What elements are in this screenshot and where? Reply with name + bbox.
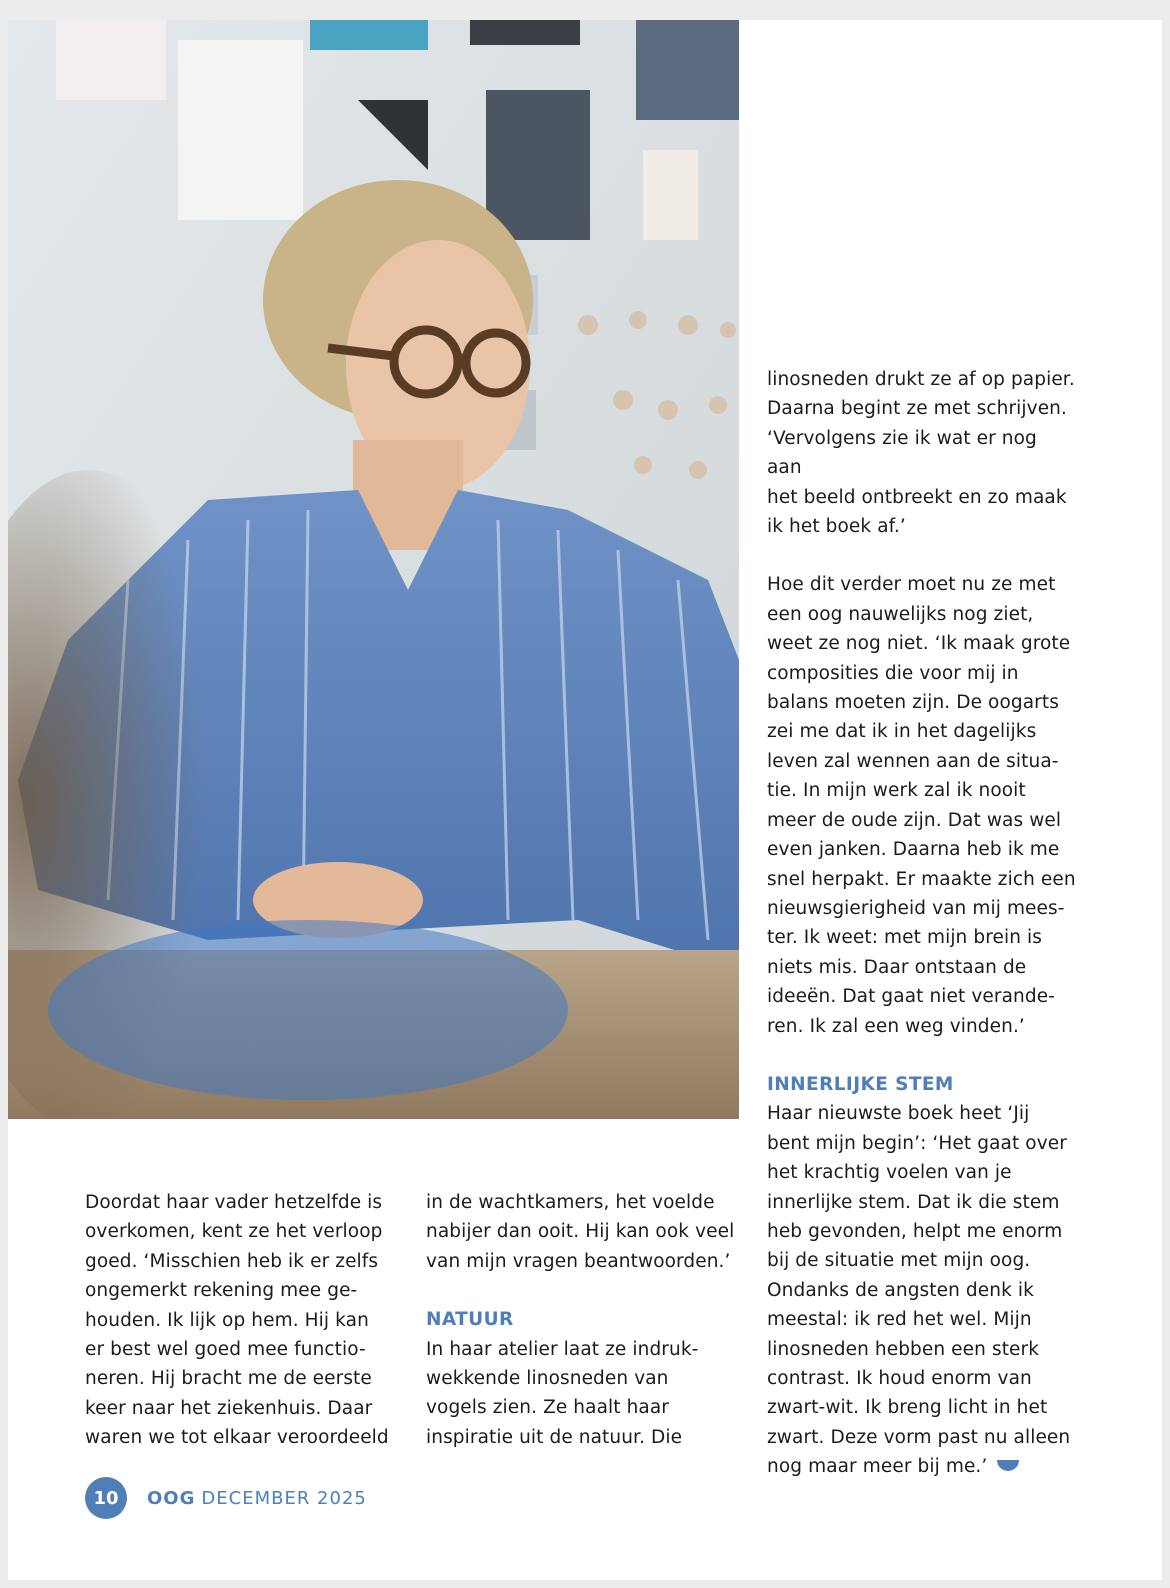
body-line: even janken. Daarna heb ik me: [767, 839, 1060, 861]
body-line: ren. Ik zal een weg vinden.’: [767, 1015, 1025, 1037]
body-line: composities die voor mij in: [767, 662, 1019, 684]
body-line: Daarna begint ze met schrijven.: [767, 398, 1067, 420]
body-line: zwart. Deze vorm past nu alleen: [767, 1426, 1071, 1448]
body-line: ik het boek af.’: [767, 516, 906, 538]
body-line-last: [767, 1452, 1077, 1481]
page-number-badge: 10: [85, 1477, 127, 1519]
body-line: linosneden hebben een sterk: [767, 1338, 1040, 1360]
body-line: keer naar het ziekenhuis. Daar: [85, 1397, 373, 1419]
body-line: Haar nieuwste boek heet ‘Jij: [767, 1103, 1030, 1125]
body-line: Ondanks de angsten denk ik: [767, 1279, 1034, 1301]
body-line: zei me dat ik in het dagelijks: [767, 721, 1037, 743]
section-heading-natuur: NATUUR: [426, 1309, 514, 1331]
body-line: het krachtig voelen van je: [767, 1162, 1012, 1184]
body-line: ideeën. Dat gaat niet verande-: [767, 986, 1055, 1008]
body-line: nabijer dan ooit. Hij kan ook veel: [426, 1221, 735, 1243]
body-line: het beeld ontbreekt en zo maak: [767, 486, 1067, 508]
portrait-photo: [8, 20, 739, 1119]
body-line: vogels zien. Ze haalt haar: [426, 1397, 669, 1419]
body-line: leven zal wennen aan de situa-: [767, 750, 1059, 772]
body-line: bent mijn begin’: ‘Het gaat over: [767, 1132, 1067, 1154]
body-line: in de wachtkamers, het voelde: [426, 1192, 715, 1213]
body-line: zwart-wit. Ik breng licht in het: [767, 1397, 1048, 1419]
magazine-page: [8, 20, 1162, 1580]
body-line: er best wel goed mee functio-: [85, 1339, 366, 1361]
body-line: weet ze nog niet. ‘Ik maak grote: [767, 633, 1071, 655]
body-line: tie. In mijn werk zal ik nooit: [767, 780, 1026, 802]
magazine-name: OOG: [147, 1487, 196, 1509]
section-heading-innerlijke-stem: INNERLIJKE STEM: [767, 1073, 954, 1095]
body-line: goed. ‘Misschien heb ik er zelfs: [85, 1250, 379, 1272]
body-line: snel herpakt. Er maakte zich een: [767, 868, 1076, 890]
body-line: waren we tot elkaar veroordeeld: [85, 1427, 389, 1449]
body-line: In haar atelier laat ze indruk-: [426, 1338, 699, 1360]
body-line: nieuwsgierigheid van mij mees-: [767, 897, 1065, 919]
body-line: overkomen, kent ze het verloop: [85, 1221, 383, 1243]
body-line-text: nog maar meer bij me.’: [767, 1456, 988, 1478]
body-line: Hoe dit verder moet nu ze met: [767, 574, 1056, 596]
body-line: wekkende linosneden van: [426, 1368, 669, 1390]
body-line: heb gevonden, helpt me enorm: [767, 1220, 1063, 1242]
body-line: bij de situatie met mijn oog.: [767, 1250, 1031, 1272]
body-line: linosneden drukt ze af op papier.: [767, 369, 1075, 390]
text-column-1: [85, 1188, 395, 1453]
body-line: ‘Vervolgens zie ik wat er nog aan: [767, 427, 1037, 479]
body-line: neren. Hij bracht me de eerste: [85, 1368, 372, 1390]
page-footer: [85, 1476, 367, 1520]
body-line: meer de oude zijn. Dat was wel: [767, 809, 1062, 831]
body-line: balans moeten zijn. De oogarts: [767, 692, 1059, 714]
body-line: innerlijke stem. Dat ik die stem: [767, 1191, 1060, 1213]
body-line: ter. Ik weet: met mijn brein is: [767, 927, 1043, 949]
body-line: houden. Ik lijk op hem. Hij kan: [85, 1309, 369, 1331]
end-mark-icon: [997, 1460, 1019, 1471]
body-line: niets mis. Daar ontstaan de: [767, 956, 1027, 978]
body-line: inspiratie uit de natuur. Die: [426, 1426, 683, 1448]
text-column-3: [767, 365, 1077, 1482]
body-line: meestal: ik red het wel. Mijn: [767, 1309, 1032, 1331]
issue-date: DECEMBER 2025: [201, 1487, 367, 1509]
body-line: Doordat haar vader hetzelfde is: [85, 1192, 383, 1213]
body-line: ongemerkt rekening mee ge-: [85, 1280, 358, 1302]
body-line: contrast. Ik houd enorm van: [767, 1368, 1032, 1389]
body-line: van mijn vragen beantwoorden.’: [426, 1250, 731, 1272]
body-line: een oog nauwelijks nog ziet,: [767, 603, 1034, 625]
text-column-2: [426, 1188, 736, 1452]
